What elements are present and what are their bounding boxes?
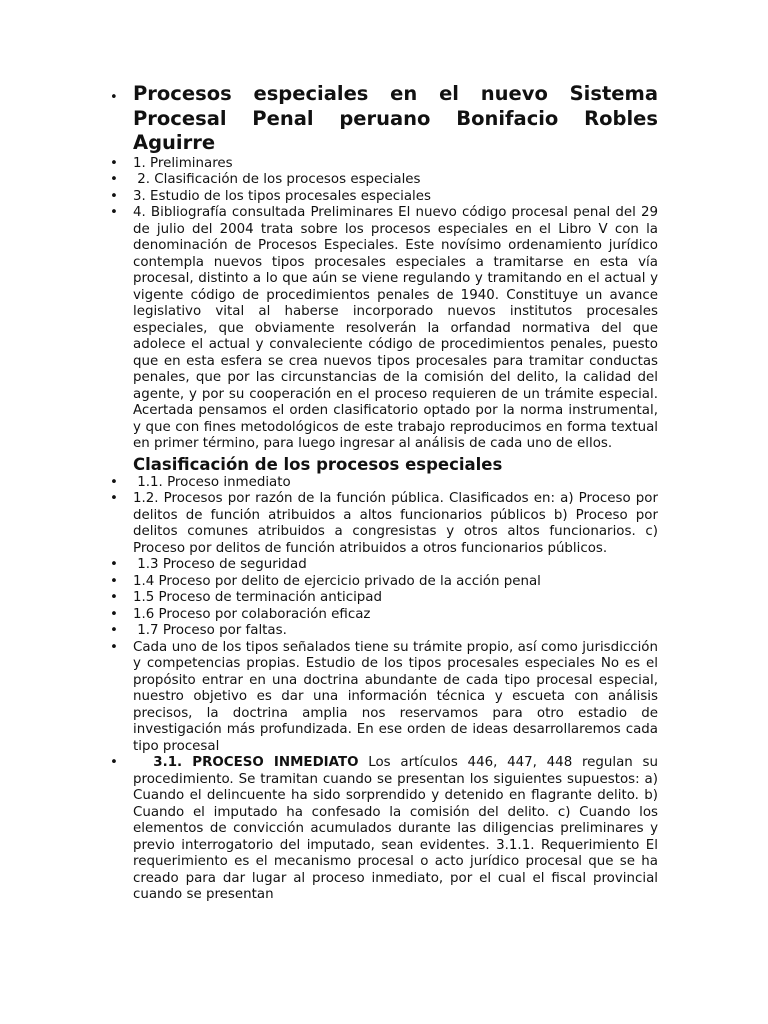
proceso-inmediato-heading: 3.1. PROCESO INMEDIATO <box>133 755 359 770</box>
toc-item <box>110 172 658 189</box>
bullet: • <box>110 155 118 171</box>
classification-item <box>110 574 658 591</box>
classification-item-text: 1.2. Procesos por razón de la función pública. Clasificados en: a) Proceso por delitos de función atribuidos a altos funcionarios públicos b) Proceso por delitos comunes atribuidos a congresistas y otros altos funcionarios. c) Proceso por delitos de función atribuidos a otros funcionarios públicos. <box>133 491 658 556</box>
toc-item <box>110 205 658 453</box>
bullet: • <box>110 172 118 187</box>
document-title-item <box>110 82 658 156</box>
toc-item-text: 4. Bibliografía consultada Preliminares El nuevo código procesal penal del 29 de julio del 2004 trata sobre los procesos especiales en el Libro V con la denominación de Procesos Especiales. Este novísimo ordenamiento jurídico contempla nuevos tipos procesales especiales a tramitarse en esta vía procesal, distinto a lo que aún se viene regulando y tramitando en el actual y vigente código de procedimientos penales de 1940. Constituye un avance legislativo vital al haberse incorporado nuevos institutos procesales especiales, que obviamente resolverán la orfandad normativa del que adolece el actual y convaleciente código de procedimientos penales, puesto que en esta esfera se crea nuevos tipos procesales para tramitar conductas penales, que por las circunstancias de la comisión del delito, la calidad del agente, y por su cooperación en el proceso requieren de un trámite especial. Acertada pensamos el orden clasificatorio optado por la norma instrumental, y que con fines metodológicos de este trabajo reproducimos en forma textual en primer término, para luego ingresar al análisis de cada uno de ellos. <box>133 205 658 451</box>
classification-item-text: 1.3 Proceso de seguridad <box>133 557 307 572</box>
bullet: • <box>110 205 118 220</box>
bullet: • <box>110 590 118 605</box>
classification-item-text: 1.4 Proceso por delito de ejercicio privado de la acción penal <box>133 573 541 589</box>
classification-item-text: 1.1. Proceso inmediato <box>133 474 291 490</box>
toc-item-text: 2. Clasificación de los procesos especiales <box>133 172 421 187</box>
section-heading: Clasificación de los procesos especiales <box>133 454 503 474</box>
toc-item-text: 3. Estudio de los tipos procesales especiales <box>133 188 431 204</box>
toc-item <box>110 189 658 206</box>
classification-item-text: 1.7 Proceso por faltas. <box>133 623 287 638</box>
proceso-inmediato-item <box>110 755 658 904</box>
classification-item <box>110 557 658 574</box>
bullet: • <box>110 491 118 506</box>
classification-item <box>110 475 658 492</box>
toc-item-text: 1. Preliminares <box>133 155 233 171</box>
document-title: Procesos especiales en el nuevo Sistema Procesal Penal peruano Bonifacio Robles Aguirre <box>133 82 658 154</box>
bullet: • <box>110 573 118 589</box>
classification-item <box>110 607 658 624</box>
classification-item-text: 1.6 Proceso por colaboración eficaz <box>133 606 371 622</box>
proceso-inmediato-text: Los artículos 446, 447, 448 regulan su procedimiento. Se tramitan cuando se presentan los siguientes supuestos: a) Cuando el delincuente ha sido sorprendido y detenido en flagrante delito. b) Cuando el imputado ha confesado la comisión del delito. c) Cuando los elementos de convicción acumulados durante las diligencias preliminares y previo interrogatorio del imputado, sean evidentes. 3.1.1. Requerimiento El requerimiento es el mecanismo procesal o acto jurídico procesal que se ha creado para dar lugar al proceso inmediato, por el cual el fiscal provincial cuando se presentan <box>133 755 658 902</box>
bullet: • <box>110 188 118 204</box>
classification-item <box>110 590 658 607</box>
classification-item-text: 1.5 Proceso de terminación anticipad <box>133 590 383 605</box>
bullet: • <box>110 90 118 105</box>
classification-item <box>110 623 658 640</box>
bullet: • <box>110 557 118 572</box>
classification-item <box>110 491 658 557</box>
classification-item-text: Cada uno de los tipos señalados tiene su trámite propio, así como jurisdicción y competencias propias. Estudio de los tipos procesales especiales No es el propósito entrar en una doctrina abundante de cada tipo procesal especial, nuestro objetivo es dar una información técnica y escueta con análisis precisos, la doctrina amplia nos reservamos para otro estadio de investigación más profundizada. En ese orden de ideas desarrollaremos cada tipo procesal <box>133 639 658 754</box>
classification-item <box>110 640 658 756</box>
bullet: • <box>110 639 118 655</box>
bullet: • <box>110 606 118 622</box>
bullet: • <box>110 474 118 490</box>
bullet: • <box>110 755 118 770</box>
toc-item <box>110 156 658 173</box>
bullet: • <box>110 623 118 638</box>
